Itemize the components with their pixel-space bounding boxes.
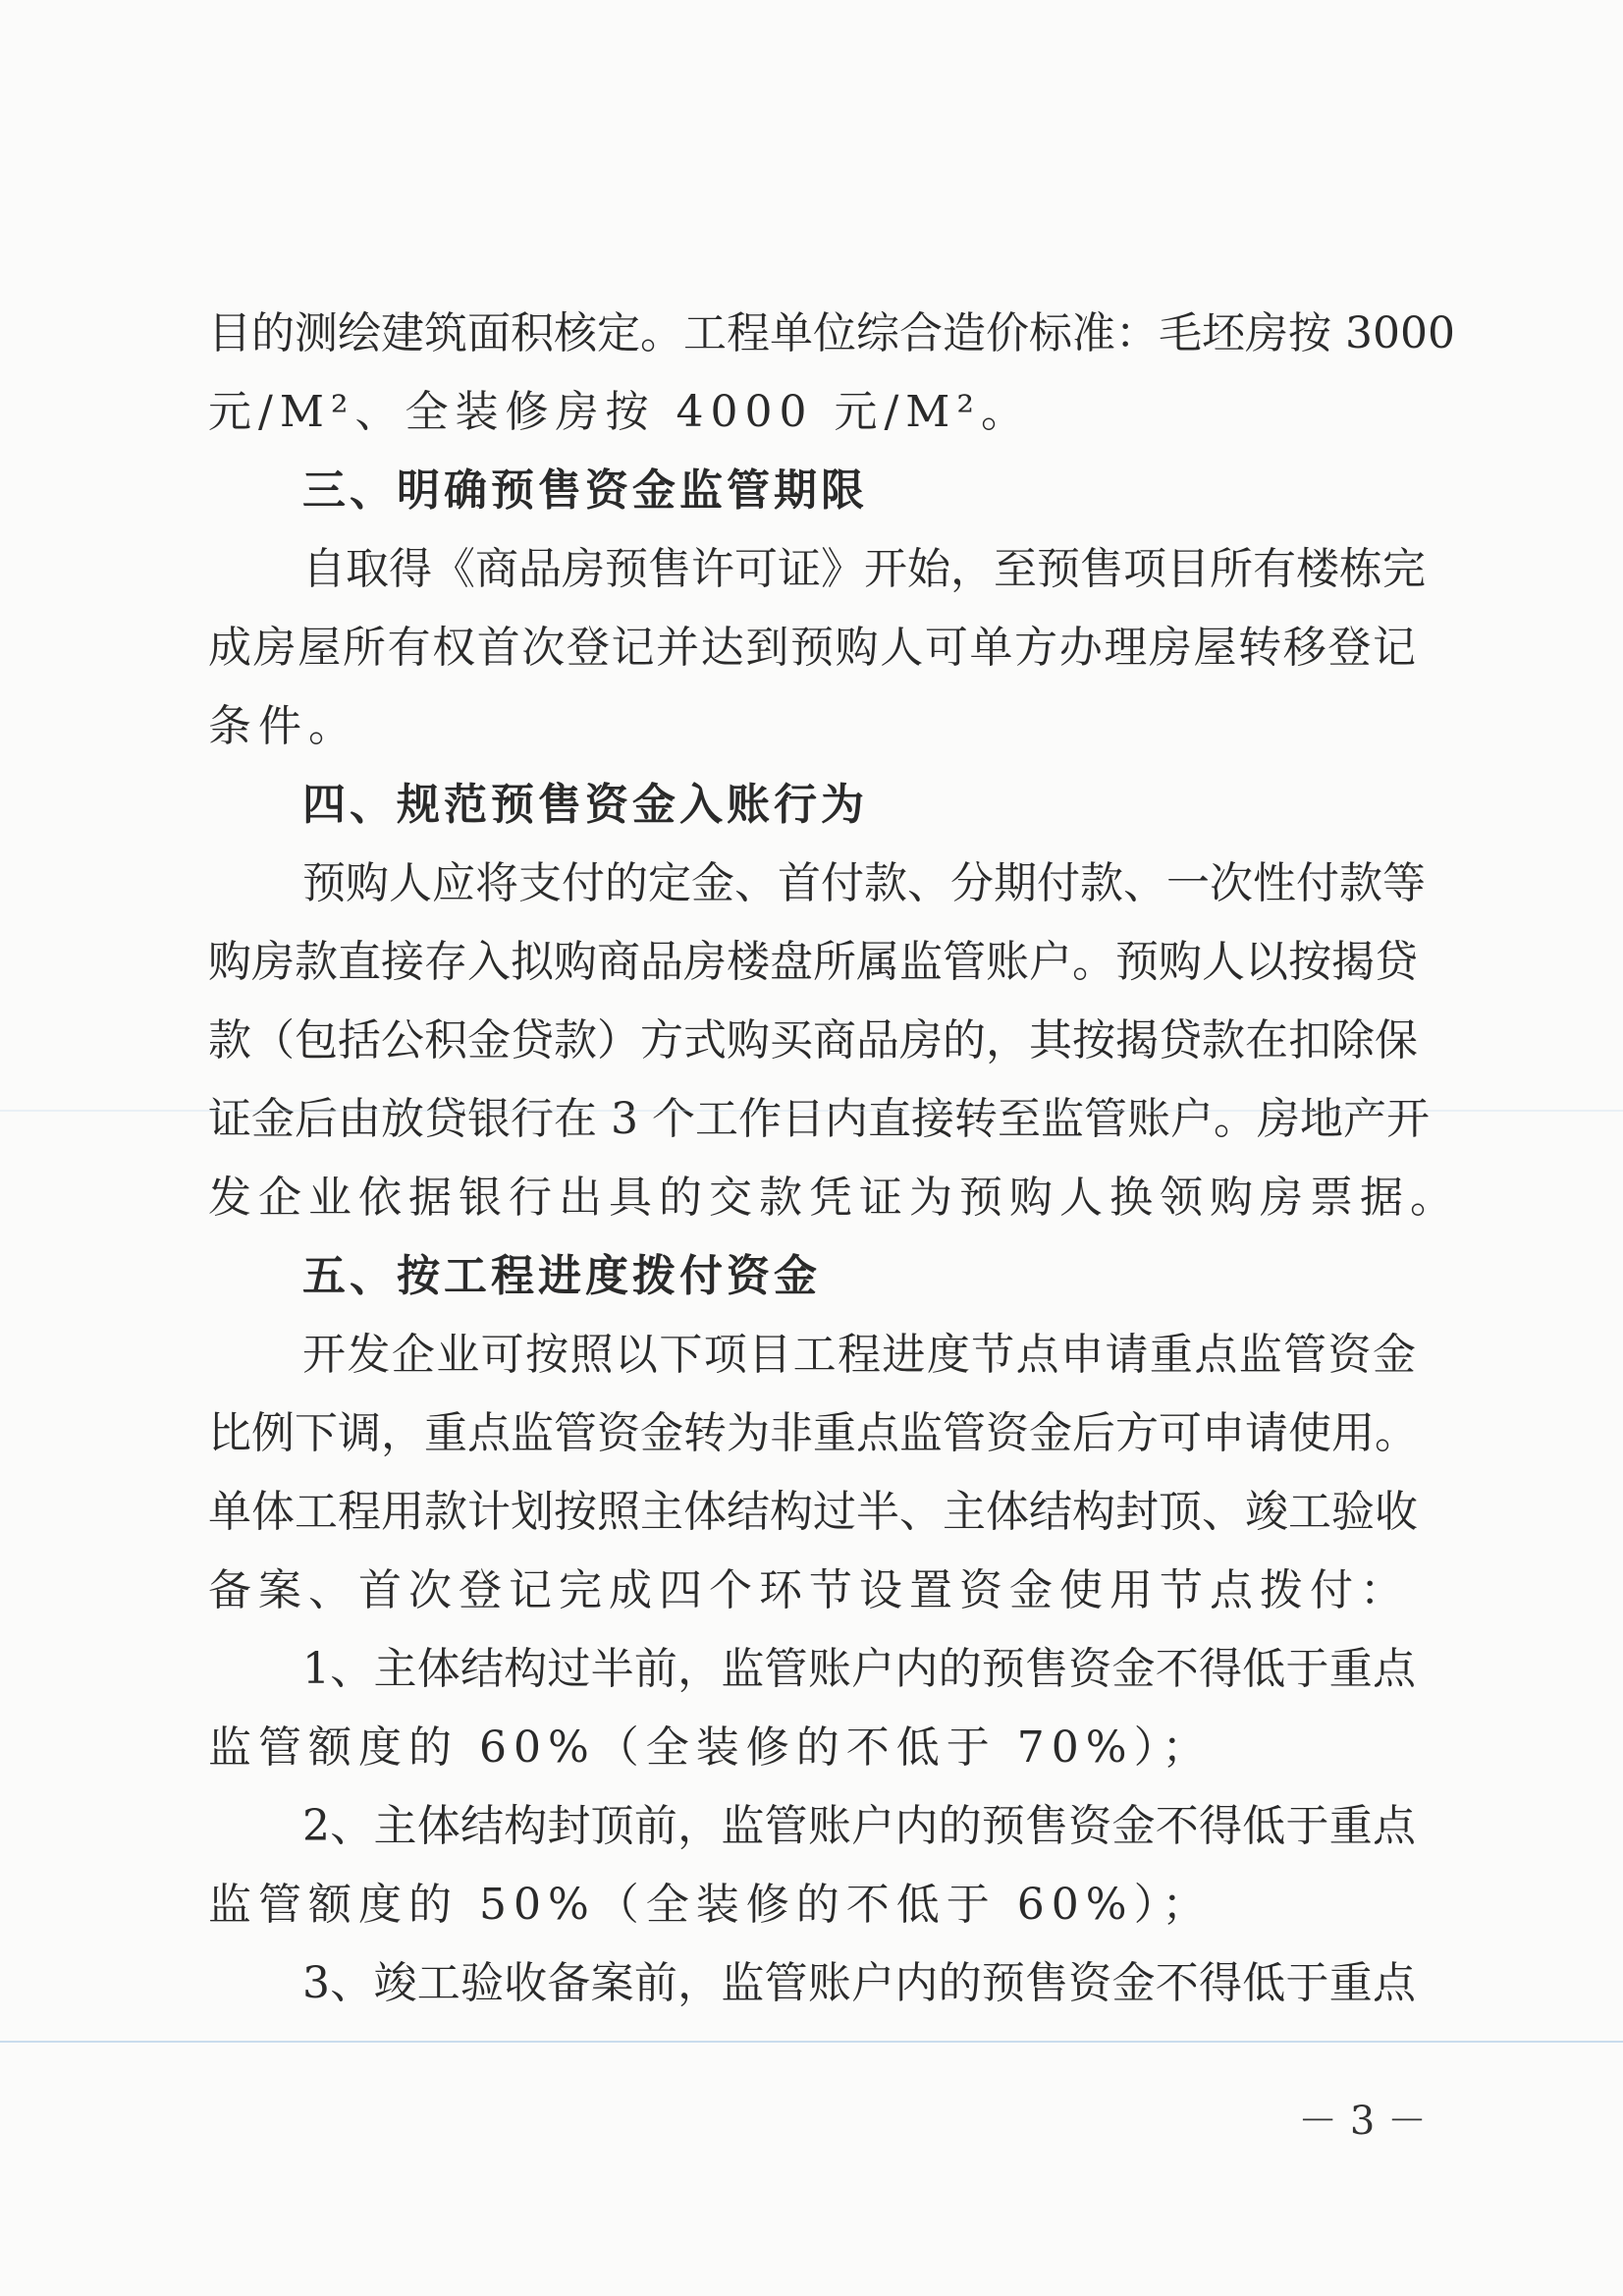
body-line: 款（包括公积金贷款）方式购买商品房的，其按揭贷款在扣除保 <box>208 1015 1418 1066</box>
body-line: 目的测绘建筑面积核定。工程单位综合造价标准：毛坯房按 3000 <box>208 308 1455 358</box>
list-item-3: 3、竣工验收备案前，监管账户内的预售资金不得低于重点 <box>302 1958 1416 2008</box>
body-line: 购房款直接存入拟购商品房楼盘所属监管账户。预购人以按揭贷 <box>208 937 1418 987</box>
document-body <box>208 295 1460 2023</box>
body-line: 预购人应将支付的定金、首付款、分期付款、一次性付款等 <box>302 858 1426 908</box>
body-line: 监管额度的 50%（全装修的不低于 60%）； <box>208 1880 1213 1930</box>
body-line: 开发企业可按照以下项目工程进度节点申请重点监管资金 <box>302 1330 1416 1380</box>
section-heading-4: 四、规范预售资金入账行为 <box>302 780 868 830</box>
body-line: 发企业依据银行出具的交款凭证为预购人换领购房票据。 <box>208 1173 1460 1223</box>
body-line: 成房屋所有权首次登记并达到预购人可单方办理房屋转移登记 <box>208 623 1416 673</box>
body-line: 自取得《商品房预售许可证》开始，至预售项目所有楼栋完 <box>302 544 1426 594</box>
body-line: 单体工程用款计划按照主体结构过半、主体结构封顶、竣工验收 <box>208 1487 1418 1537</box>
body-line: 条件。 <box>208 701 358 751</box>
body-line: 监管额度的 60%（全装修的不低于 70%）； <box>208 1722 1213 1773</box>
body-line: 备案、首次登记完成四个环节设置资金使用节点拨付： <box>208 1565 1410 1615</box>
list-item-2: 2、主体结构封顶前，监管账户内的预售资金不得低于重点 <box>302 1801 1416 1851</box>
body-line: 元/M²、全装修房按 4000 元/M²。 <box>208 387 1031 437</box>
body-line: 证金后由放贷银行在 3 个工作日内直接转至监管账户。房地产开 <box>208 1094 1430 1144</box>
body-line: 比例下调，重点监管资金转为非重点监管资金后方可申请使用。 <box>208 1408 1418 1458</box>
list-item-1: 1、主体结构过半前，监管账户内的预售资金不得低于重点 <box>302 1644 1416 1694</box>
scan-artifact-line <box>0 1110 1623 1112</box>
section-heading-5: 五、按工程进度拨付资金 <box>302 1251 821 1301</box>
section-heading-3: 三、明确预售资金监管期限 <box>302 465 868 516</box>
footer-rule <box>0 2041 1623 2043</box>
page-number: － 3 － <box>1298 2099 1427 2144</box>
